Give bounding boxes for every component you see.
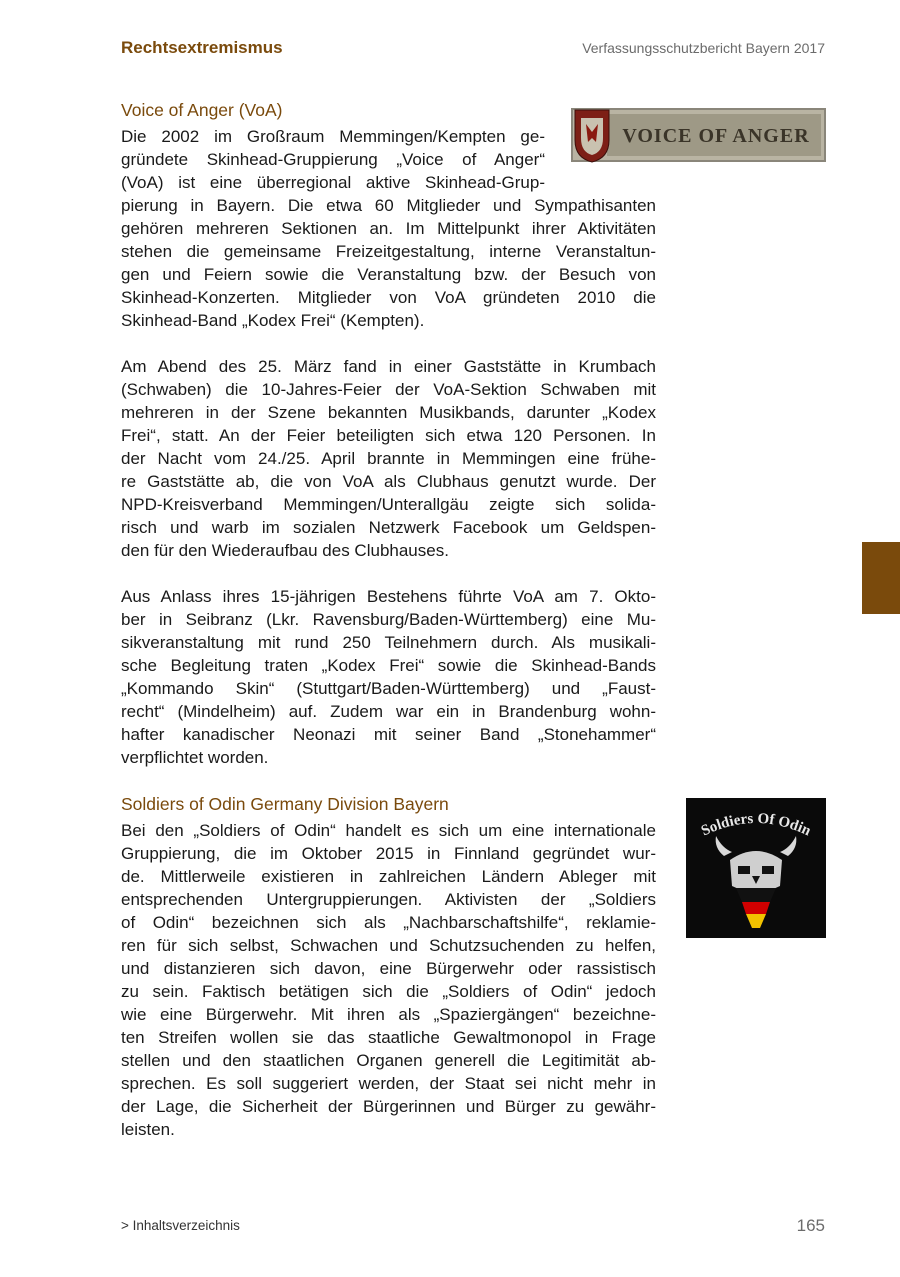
text-line: verpflichtet worden. <box>121 748 269 767</box>
text-line: (VoA) ist eine überregional aktive Skinhead-Grup- <box>121 173 545 192</box>
paragraph-voa-3 <box>121 585 656 769</box>
text-line: Skinhead-Band „Kodex Frei“ (Kempten). <box>121 311 425 330</box>
text-line: risch und warb im sozialen Netzwerk Facebook um Geldspen- <box>121 518 656 537</box>
text-line: Aus Anlass ihres 15-jährigen Bestehens führte VoA am 7. Okto- <box>121 587 656 606</box>
text-line: (Schwaben) die 10-Jahres-Feier der VoA-Sektion Schwaben mit <box>121 380 656 399</box>
toc-link[interactable]: > Inhaltsverzeichnis <box>121 1218 240 1233</box>
text-line: gründete Skinhead-Gruppierung „Voice of Anger“ <box>121 150 545 169</box>
section-title-voa: Voice of Anger (VoA) <box>121 100 283 120</box>
text-line: Skinhead-Konzerten. Mitglieder von VoA gründeten 2010 die <box>121 288 656 307</box>
paragraph-voa-2 <box>121 355 656 562</box>
text-line: of Odin“ bezeichnen sich als „Nachbarschaftshilfe“, reklamie- <box>121 913 656 932</box>
text-line: pierung in Bayern. Die etwa 60 Mitglieder und Sympathisanten <box>121 196 656 215</box>
text-line: recht“ (Mindelheim) auf. Zudem war ein in Brandenburg wohn- <box>121 702 656 721</box>
text-line: Am Abend des 25. März fand in einer Gaststätte in Krumbach <box>121 357 656 376</box>
text-line: und distanzieren sich davon, eine Bürgerwehr oder rassistisch <box>121 959 656 978</box>
text-line: stellen und den staatlichen Organen generell die Legitimität ab- <box>121 1051 656 1070</box>
text-line: zu sein. Faktisch betätigen sich die „Soldiers of Odin“ jedoch <box>121 982 656 1001</box>
text-line: den für den Wiederaufbau des Clubhauses. <box>121 541 449 560</box>
text-line: hafter kanadischer Neonazi mit seiner Band „Stonehammer“ <box>121 725 656 744</box>
soo-logo-lettering: Soldiers Of Odin <box>698 810 814 840</box>
text-line: ber in Seibranz (Lkr. Ravensburg/Baden-Württemberg) eine Mu- <box>121 610 656 629</box>
text-line: Gruppierung, die im Oktober 2015 in Finnland gegründet wur- <box>121 844 656 863</box>
text-line: leisten. <box>121 1120 175 1139</box>
text-line: Frei“, statt. An der Feier beteiligten sich etwa 120 Personen. In <box>121 426 656 445</box>
text-line: mehreren in der Szene bekannten Musikbands, darunter „Kodex <box>121 403 656 422</box>
text-line: sikveranstaltung mit rund 250 Teilnehmern durch. Als musikali- <box>121 633 656 652</box>
text-line: Bei den „Soldiers of Odin“ handelt es sich um eine internationale <box>121 821 656 840</box>
text-line: Die 2002 im Großraum Memmingen/Kempten ge- <box>121 127 545 146</box>
soldiers-of-odin-logo-image <box>686 798 826 938</box>
running-head-section: Rechtsextremismus <box>121 38 283 57</box>
text-line: gehören mehreren Sektionen an. Im Mittelpunkt ihrer Aktivitäten <box>121 219 656 238</box>
paragraph-soldiers-of-odin <box>121 819 656 1141</box>
text-line: NPD-Kreisverband Memmingen/Unterallgäu zeigte sich solida- <box>121 495 656 514</box>
text-line: entsprechenden Untergruppierungen. Aktivisten der „Soldiers <box>121 890 656 909</box>
text-line: der Lage, die Sicherheit der Bürgerinnen und Bürger zu gewähr- <box>121 1097 656 1116</box>
text-line: stehen die gemeinsame Freizeitgestaltung, interne Veranstaltun- <box>121 242 656 261</box>
paragraph-voa-1 <box>121 125 656 332</box>
text-line: sche Begleitung traten „Kodex Frei“ sowie die Skinhead-Bands <box>121 656 656 675</box>
text-line: re Gaststätte ab, die von VoA als Clubhaus genutzt wurde. Der <box>121 472 656 491</box>
text-line: gen und Feiern sowie die Veranstaltung bzw. der Besuch von <box>121 265 656 284</box>
running-head-report: Verfassungsschutzbericht Bayern 2017 <box>582 40 825 56</box>
text-line: ren für sich selbst, Schwachen und Schutzsuchenden zu helfen, <box>121 936 656 955</box>
chapter-tab-marker <box>862 542 900 614</box>
section-title-soldiers-of-odin: Soldiers of Odin Germany Division Bayern <box>121 794 449 814</box>
text-line: wie eine Bürgerwehr. Mit ihren als „Spaziergängen“ bezeichne- <box>121 1005 656 1024</box>
text-line: de. Mittlerweile existieren in zahlreichen Ländern Ableger mit <box>121 867 656 886</box>
text-line: ten Streifen wollen sie das staatliche Gewaltmonopol in Frage <box>121 1028 656 1047</box>
text-line: der Nacht vom 24./25. April brannte in Memmingen eine frühe- <box>121 449 656 468</box>
text-line: sprechen. Es soll suggeriert werden, der Staat sei nicht mehr in <box>121 1074 656 1093</box>
voa-logo-lettering: VOICE OF ANGER <box>622 125 810 147</box>
page-number: 165 <box>796 1216 825 1235</box>
text-line: „Kommando Skin“ (Stuttgart/Baden-Württemberg) und „Faust- <box>121 679 656 698</box>
